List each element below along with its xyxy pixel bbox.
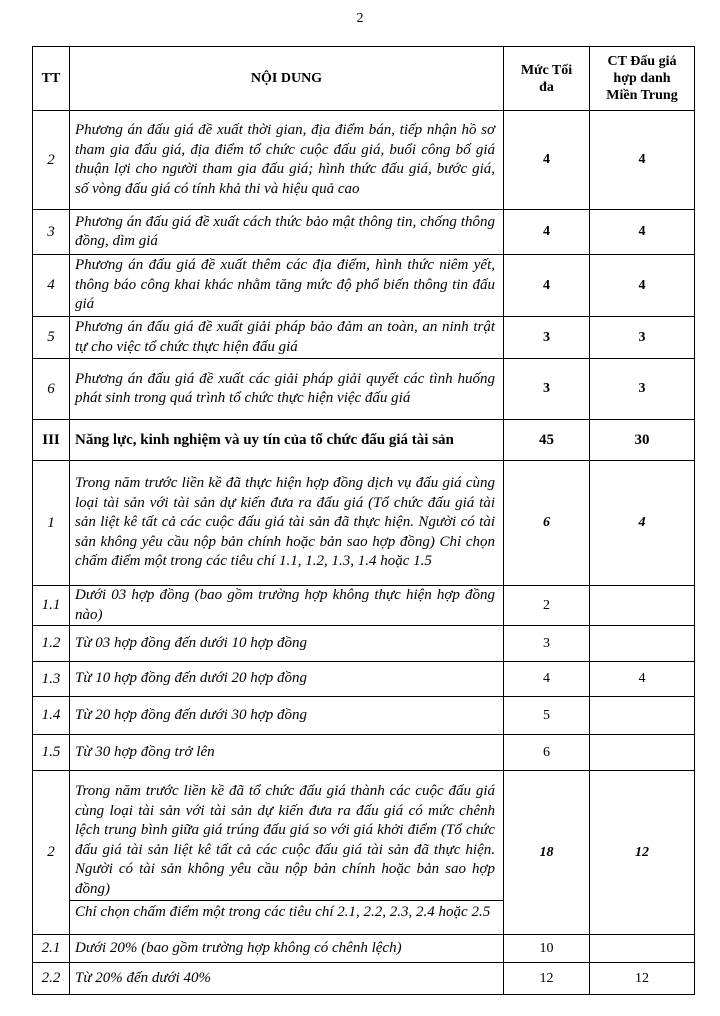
table-row xyxy=(33,963,695,995)
scoring-table xyxy=(32,46,695,995)
header-muc-toi-da: Mức Tối đa xyxy=(504,47,590,111)
header-ct-dau-gia: CT Đấu giá hợp danh Miền Trung xyxy=(590,47,695,111)
row-max: 12 xyxy=(504,963,590,995)
row-max: 2 xyxy=(504,586,590,626)
row-max: 5 xyxy=(504,697,590,735)
row-tt: 2 xyxy=(33,111,70,210)
row-max: 4 xyxy=(504,210,590,255)
row-max: 6 xyxy=(504,461,590,586)
row-content: Từ 03 hợp đồng đến dưới 10 hợp đồng xyxy=(70,626,504,662)
row-content: Phương án đấu giá đề xuất các giải pháp giải quyết các tình huống phát sinh trong quá trình tổ chức thực hiện việc đấu giá xyxy=(70,359,504,420)
row-content: Trong năm trước liền kề đã tổ chức đấu giá thành các cuộc đấu giá cùng loại tài sản với tài sản dự kiến đưa ra đấu giá có mức chênh lệch trung bình giữa giá trúng đấu giá so với giá khởi điểm (Tổ chức đấu giá tài sản liệt kê tất cả các cuộc đấu giá tài sản đã thực hiện. Người có tài sản không yêu cầu nộp bản chính hoặc bản sao hợp đồng) xyxy=(70,782,503,901)
row-score: 4 xyxy=(590,662,695,697)
row-tt: 6 xyxy=(33,359,70,420)
row-max: 3 xyxy=(504,626,590,662)
row-tt: 5 xyxy=(33,317,70,359)
row-max: 3 xyxy=(504,317,590,359)
table-row xyxy=(33,771,695,935)
row-score: 4 xyxy=(590,255,695,317)
table-row xyxy=(33,735,695,771)
table-row xyxy=(33,626,695,662)
row-content: Phương án đấu giá đề xuất thời gian, địa điểm bán, tiếp nhận hồ sơ tham gia đấu giá, địa điểm tổ chức cuộc đấu giá, buổi công bố giá thuận lợi cho người tham gia đấu giá; hình thức đấu giá, bước giá, số vòng đấu giá có tính khả thi và hiệu quả cao xyxy=(70,111,504,210)
table-row xyxy=(33,359,695,420)
row-score xyxy=(590,697,695,735)
table-row xyxy=(33,255,695,317)
row-score: 12 xyxy=(590,963,695,995)
table-row xyxy=(33,662,695,697)
table-row xyxy=(33,111,695,210)
row-content: Dưới 03 hợp đồng (bao gồm trường hợp không thực hiện hợp đồng nào) xyxy=(70,586,504,626)
header-row xyxy=(33,47,695,111)
row-max: 6 xyxy=(504,735,590,771)
header-tt: TT xyxy=(33,47,70,111)
row-content: Dưới 20% (bao gồm trường hợp không có chênh lệch) xyxy=(70,935,504,963)
row-content: Từ 30 hợp đồng trở lên xyxy=(70,735,504,771)
row-content-note: Chỉ chọn chấm điểm một trong các tiêu chí 2.1, 2.2, 2.3, 2.4 hoặc 2.5 xyxy=(75,904,491,921)
page-number: 2 xyxy=(356,11,364,26)
row-score: 4 xyxy=(590,210,695,255)
row-content: Phương án đấu giá đề xuất giải pháp bảo đảm an toàn, an ninh trật tự cho việc tổ chức thực hiện đấu giá xyxy=(70,317,504,359)
row-max: 3 xyxy=(504,359,590,420)
row-max: 10 xyxy=(504,935,590,963)
header-noi-dung: NỘI DUNG xyxy=(70,47,504,111)
row-content: Phương án đấu giá đề xuất cách thức bảo mật thông tin, chống thông đồng, dìm giá xyxy=(70,210,504,255)
row-max: 4 xyxy=(504,255,590,317)
row-score xyxy=(590,586,695,626)
row-tt: 1.3 xyxy=(33,662,70,697)
row-content-cell xyxy=(70,771,504,935)
row-tt: 1 xyxy=(33,461,70,586)
row-tt: 3 xyxy=(33,210,70,255)
row-tt: 1.1 xyxy=(33,586,70,626)
row-tt: 2 xyxy=(33,771,70,935)
section-title: Năng lực, kinh nghiệm và uy tín của tổ chức đấu giá tài sản xyxy=(70,420,504,461)
row-score xyxy=(590,626,695,662)
section-score: 30 xyxy=(590,420,695,461)
row-score xyxy=(590,735,695,771)
row-tt: 1.2 xyxy=(33,626,70,662)
row-max: 4 xyxy=(504,662,590,697)
row-max: 4 xyxy=(504,111,590,210)
row-score: 4 xyxy=(590,111,695,210)
section-row xyxy=(33,420,695,461)
row-score: 3 xyxy=(590,359,695,420)
table-row xyxy=(33,935,695,963)
row-tt: 2.2 xyxy=(33,963,70,995)
row-content: Từ 10 hợp đồng đến dưới 20 hợp đồng xyxy=(70,662,504,697)
row-content: Phương án đấu giá đề xuất thêm các địa điểm, hình thức niêm yết, thông báo công khai khác nhằm tăng mức độ phổ biến thông tin đấu giá xyxy=(70,255,504,317)
table-row xyxy=(33,461,695,586)
row-score: 4 xyxy=(590,461,695,586)
row-tt: 4 xyxy=(33,255,70,317)
row-tt: 1.4 xyxy=(33,697,70,735)
section-tt: III xyxy=(33,420,70,461)
row-content: Từ 20% đến dưới 40% xyxy=(70,963,504,995)
table-row xyxy=(33,586,695,626)
row-score: 12 xyxy=(590,771,695,935)
table-row xyxy=(33,317,695,359)
row-score: 3 xyxy=(590,317,695,359)
row-tt: 2.1 xyxy=(33,935,70,963)
row-max: 18 xyxy=(504,771,590,935)
section-max: 45 xyxy=(504,420,590,461)
row-tt: 1.5 xyxy=(33,735,70,771)
table-row xyxy=(33,210,695,255)
row-content: Trong năm trước liền kề đã thực hiện hợp đồng dịch vụ đấu giá cùng loại tài sản với tài sản dự kiến đưa ra đấu giá (Tổ chức đấu giá tài sản liệt kê tất cả các cuộc đấu giá tài sản đã thực hiện. Người có tài sản không yêu cầu nộp bản chính hoặc bản sao hợp đồng) Chỉ chọn chấm điểm một trong các tiêu chí 1.1, 1.2, 1.3, 1.4 hoặc 1.5 xyxy=(70,461,504,586)
row-content: Từ 20 hợp đồng đến dưới 30 hợp đồng xyxy=(70,697,504,735)
row-score xyxy=(590,935,695,963)
table-row xyxy=(33,697,695,735)
